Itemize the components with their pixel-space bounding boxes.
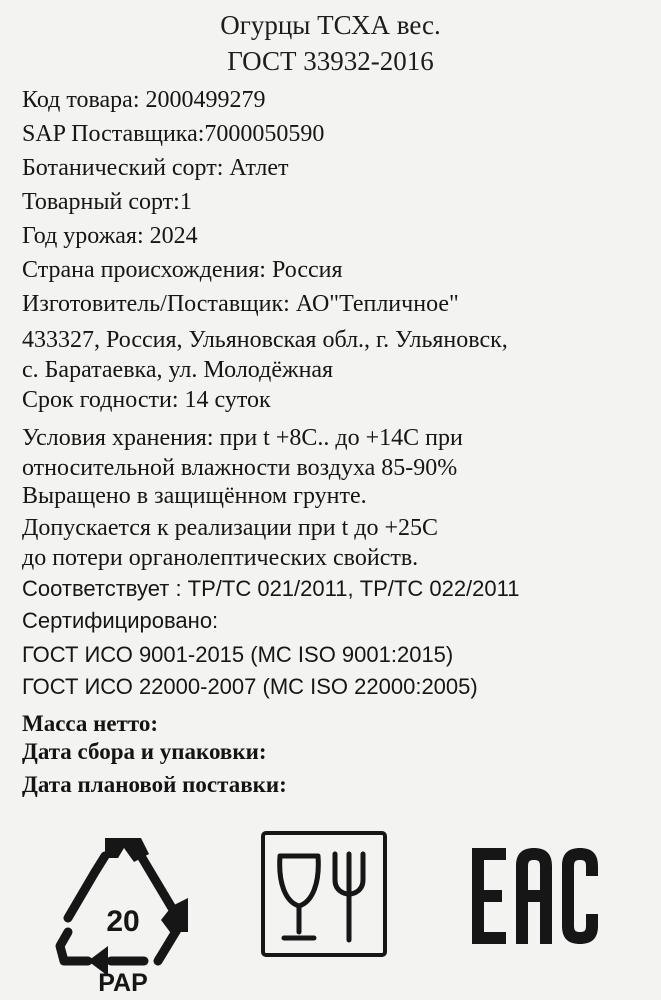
- iso-22000-line: ГОСТ ИСО 22000-2007 (МС ISO 22000:2005): [22, 674, 478, 699]
- sale-conditions-line-2: до потери органолептических свойств.: [22, 545, 419, 571]
- storage-conditions-line-2: относительной влажности воздуха 85-90%: [22, 455, 458, 481]
- glass-fork-icon: [258, 828, 390, 960]
- address-line-1: 433327, Россия, Ульяновская обл., г. Ульяновск,: [22, 327, 508, 353]
- net-weight-field: Масса нетто:: [22, 711, 159, 736]
- sale-conditions-line-1: Допускается к реализации при t до +25С: [22, 515, 439, 541]
- recycling-triangle-icon: [48, 828, 198, 998]
- product-code-line: Код товара: 2000499279: [22, 87, 266, 113]
- commercial-grade-line: Товарный сорт:1: [22, 189, 192, 215]
- storage-conditions-line-1: Условия хранения: при t +8С.. до +14С при: [22, 425, 463, 451]
- shelf-life-line: Срок годности: 14 суток: [22, 387, 271, 413]
- country-of-origin-line: Страна происхождения: Россия: [22, 257, 343, 283]
- botanical-variety-line: Ботанический сорт: Атлет: [22, 155, 289, 181]
- iso-9001-line: ГОСТ ИСО 9001-2015 (МС ISO 9001:2015): [22, 642, 454, 667]
- planned-delivery-date-field: Дата плановой поставки:: [22, 772, 287, 797]
- harvest-year-line: Год урожая: 2024: [22, 223, 198, 249]
- eac-mark-icon: [470, 838, 600, 953]
- product-standard: ГОСТ 33932-2016: [227, 46, 434, 76]
- harvest-packing-date-field: Дата сбора и упаковки:: [22, 739, 267, 764]
- compliance-line: Соответствует : ТР/ТС 021/2011, ТР/ТС 022/2011: [22, 576, 520, 601]
- recycling-code: 20: [106, 905, 140, 938]
- grown-indoor-line: Выращено в защищённом грунте.: [22, 483, 367, 509]
- product-name: Огурцы ТСХА вес.: [220, 10, 441, 40]
- supplier-sap-line: SAP Поставщика:7000050590: [22, 121, 325, 147]
- manufacturer-line: Изготовитель/Поставщик: АО"Тепличное": [22, 291, 459, 317]
- address-line-2: с. Баратаевка, ул. Молодёжная: [22, 357, 334, 383]
- recycling-material: PAP: [98, 969, 148, 997]
- certified-heading: Сертифицировано:: [22, 608, 219, 633]
